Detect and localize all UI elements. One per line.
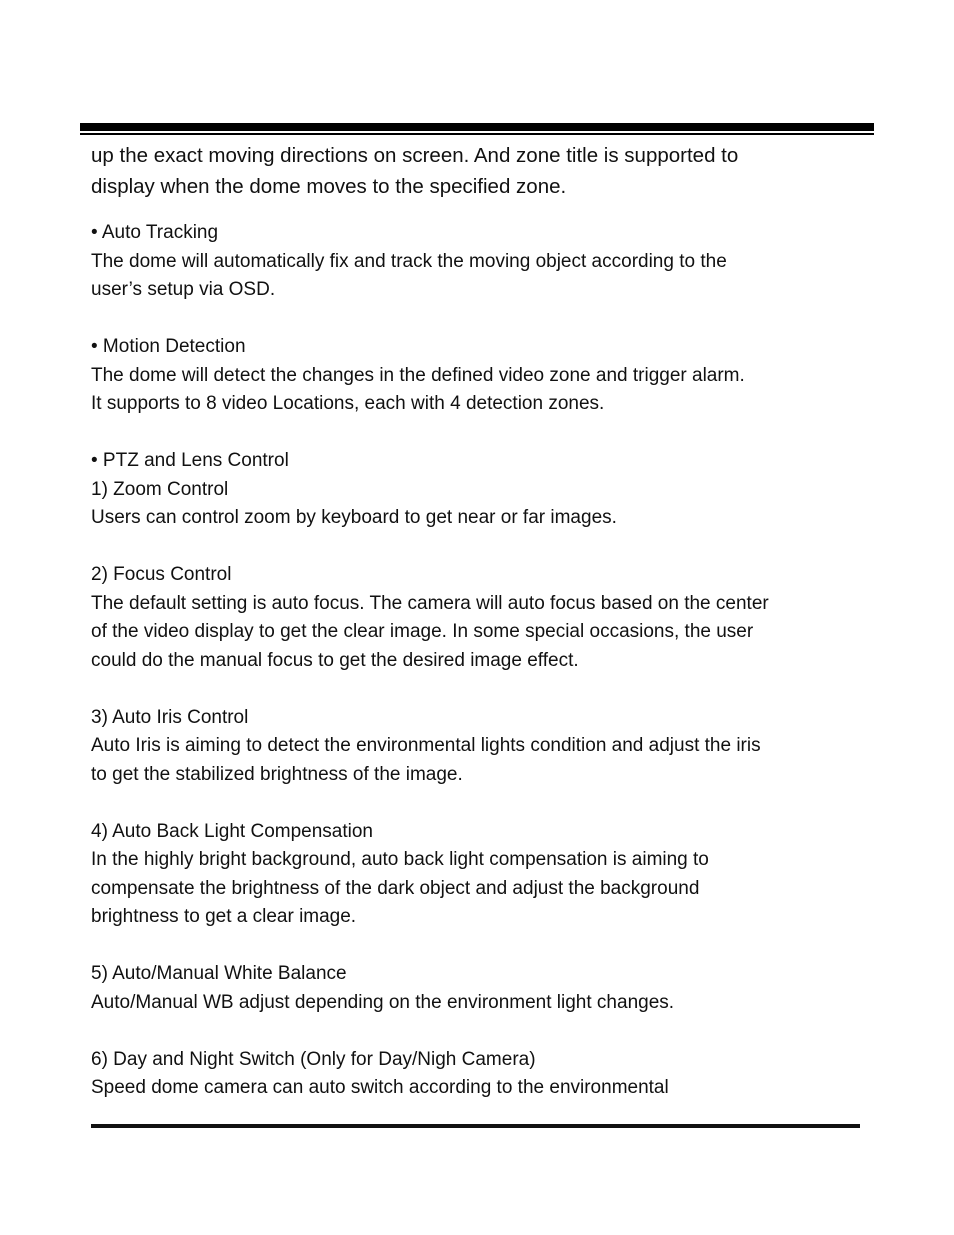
body-line: user’s setup via OSD.: [91, 279, 276, 300]
body-line: to get the stabilized brightness of the image.: [91, 763, 463, 785]
spacer: [91, 533, 881, 562]
spacer: [91, 305, 881, 334]
spacer: [91, 419, 881, 448]
motion-detection-section: [91, 333, 881, 419]
body-line: compensate the brightness of the dark object and adjust the background: [91, 877, 700, 899]
body-line: Users can control zoom by keyboard to get near or far images.: [91, 507, 617, 528]
item-title: 6) Day and Night Switch (Only for Day/Nigh Camera): [91, 1048, 536, 1070]
item-title: 4) Auto Back Light Compensation: [91, 820, 374, 842]
back-light-compensation-item: [91, 818, 881, 932]
auto-iris-item: [91, 704, 881, 790]
section-heading: • Motion Detection: [91, 336, 246, 357]
item-title: 2) Focus Control: [91, 564, 232, 585]
body-line: could do the manual focus to get the desired image effect.: [91, 649, 579, 671]
spacer: [91, 1017, 881, 1046]
header-rule-thin: [80, 133, 874, 135]
auto-tracking-section: [91, 219, 881, 305]
item-title: 5) Auto/Manual White Balance: [91, 963, 347, 984]
footer-rule: [91, 1124, 860, 1128]
day-night-switch-item: [91, 1046, 881, 1103]
body-line: brightness to get a clear image.: [91, 906, 357, 927]
body-line: It supports to 8 video Locations, each with 4 detection zones.: [91, 393, 605, 414]
spacer: [91, 932, 881, 961]
body-line: The dome will automatically fix and track the moving object according to the: [91, 250, 727, 272]
intro-paragraph: [91, 140, 881, 202]
intro-line: display when the dome moves to the specified zone.: [91, 175, 567, 198]
document-body: [91, 219, 881, 1103]
intro-line: up the exact moving directions on screen. And zone title is supported to: [91, 144, 739, 167]
spacer: [91, 789, 881, 818]
section-heading: • Auto Tracking: [91, 222, 219, 243]
white-balance-item: [91, 960, 881, 1017]
spacer: [91, 675, 881, 704]
section-heading: • PTZ and Lens Control: [91, 450, 289, 471]
item-title: 1) Zoom Control: [91, 478, 229, 500]
body-line: Auto Iris is aiming to detect the environmental lights condition and adjust the iris: [91, 735, 761, 756]
zoom-control-item: [91, 476, 881, 533]
body-line: of the video display to get the clear image. In some special occasions, the user: [91, 621, 754, 642]
focus-control-item: [91, 561, 881, 675]
body-line: In the highly bright background, auto back light compensation is aiming to: [91, 849, 709, 870]
body-line: Auto/Manual WB adjust depending on the environment light changes.: [91, 991, 675, 1013]
header-rule-thick: [80, 123, 874, 131]
item-title: 3) Auto Iris Control: [91, 706, 249, 728]
body-line: Speed dome camera can auto switch according to the environmental: [91, 1077, 669, 1098]
ptz-section: [91, 447, 881, 1103]
body-line: The default setting is auto focus. The camera will auto focus based on the center: [91, 592, 769, 614]
body-line: The dome will detect the changes in the defined video zone and trigger alarm.: [91, 364, 745, 386]
